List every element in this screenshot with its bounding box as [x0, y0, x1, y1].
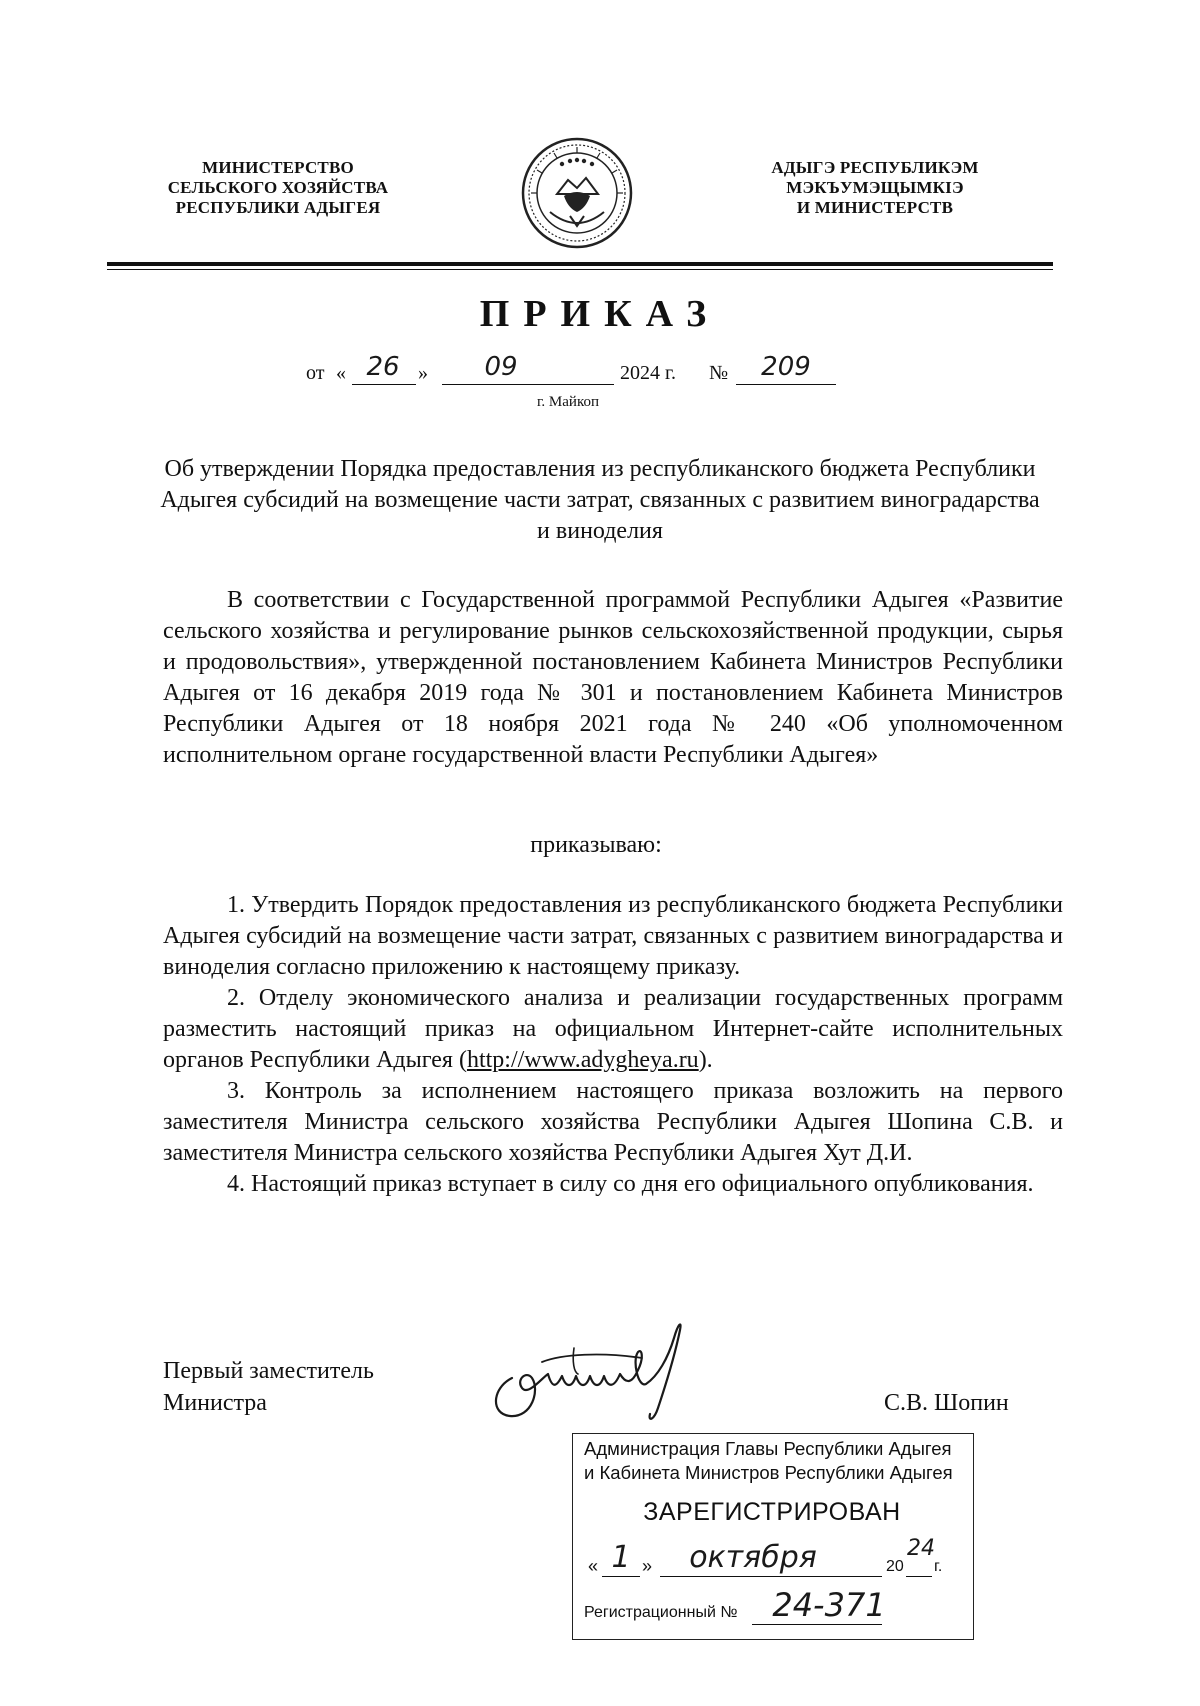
header-divider-thin: [107, 269, 1053, 270]
order-item-2: [163, 983, 1063, 1076]
org-right-line: МЭКЪУМЭЩЫМКIЭ: [786, 178, 964, 197]
stamp-year-handwritten: 24: [907, 1536, 935, 1561]
date-month-handwritten: 09: [484, 352, 518, 382]
date-quote-open: «: [336, 362, 346, 384]
org-left-line: МИНИСТЕРСТВО: [202, 158, 354, 177]
stamp-number-row: [584, 1586, 974, 1632]
handwritten-signature: [482, 1318, 722, 1430]
signatory-name: С.В. Шопин: [884, 1390, 1009, 1416]
website-link[interactable]: http://www.adygheya.ru: [466, 1047, 699, 1073]
signatory-position: [163, 1355, 374, 1419]
stamp-quote-open: «: [588, 1556, 599, 1576]
date-month-underline: [442, 384, 614, 385]
preamble-paragraph: В соответствии с Государственной программой Республики Адыгея «Развитие сельского хозяйства и регулирование рынков сельскохозяйственной продукции, сырья и продовольствия», утвержденной постановлением Кабинета Министров Республики Адыгея от 16 декабря 2019 года № 301 и постановлением Кабинета Министров Республики Адыгея от 18 ноября 2021 года № 240 «Об уполномоченном исполнительном органе государственной власти Республики Адыгея»: [163, 587, 1063, 768]
order-number-handwritten: 209: [761, 352, 811, 382]
date-year-label: 2024 г.: [620, 362, 676, 384]
date-from-label: от: [306, 362, 325, 384]
stamp-year-underline: [906, 1576, 932, 1577]
signatory-position-line1: Первый заместитель: [163, 1358, 374, 1384]
stamp-authority-line1: Администрация Главы Республики Адыгея: [584, 1438, 952, 1459]
stamp-date-row: [584, 1536, 974, 1584]
stamp-month-handwritten: октября: [689, 1540, 817, 1575]
org-left-line: РЕСПУБЛИКИ АДЫГЕЯ: [175, 198, 381, 217]
org-left-line: СЕЛЬСКОГО ХОЗЯЙСТВА: [167, 178, 389, 197]
adygea-coat-of-arms-icon: [520, 136, 634, 250]
order-subject: Об утверждении Порядка предоставления из республиканского бюджета Республики Адыгея субсидий на возмещение части затрат, связанных с развитием виноградарства и виноделия: [160, 456, 1040, 544]
ministry-name-russian: [128, 158, 428, 218]
order-items: [163, 890, 1063, 1200]
order-item-2-end: ).: [698, 1047, 713, 1073]
order-number-label: №: [709, 362, 729, 384]
ministry-name-adyghe: [730, 158, 1020, 218]
date-day-handwritten: 26: [366, 352, 400, 382]
stamp-reg-number-handwritten: 24-371: [772, 1586, 886, 1624]
order-item-1: 1. Утвердить Порядок предоставления из республиканского бюджета Республики Адыгея субсидий на возмещение части затрат, связанных с развитием виноградарства и виноделия согласно приложению к настоящему приказу.: [163, 892, 1063, 980]
stamp-authority-line2: и Кабинета Министров Республики Адыгея: [584, 1462, 953, 1483]
order-title: ПРИКАЗ: [479, 293, 721, 335]
stamp-reg-number-label: Регистрационный №: [584, 1604, 738, 1621]
city-label: г. Майкоп: [536, 394, 600, 410]
org-right-line: И МИНИСТЕРСТВ: [796, 198, 954, 217]
stamp-quote-close: »: [642, 1556, 653, 1576]
stamp-month-underline: [660, 1576, 882, 1577]
org-right-line: АДЫГЭ РЕСПУБЛИКЭМ: [771, 158, 979, 177]
date-day-underline: [352, 384, 416, 385]
stamp-day-underline: [602, 1576, 640, 1577]
stamp-reg-number-underline: [752, 1624, 882, 1625]
stamp-century: 20: [886, 1558, 904, 1575]
order-item-4: 4. Настоящий приказ вступает в силу со дня его официального опубликования.: [227, 1171, 1034, 1197]
order-number-underline: [736, 384, 836, 385]
header-divider-thick: [107, 262, 1053, 266]
date-quote-close: »: [418, 362, 428, 384]
order-item-3: 3. Контроль за исполнением настоящего приказа возложить на первого заместителя Министра сельского хозяйства Республики Адыгея Шопина С.В. и заместителя Министра сельского хозяйства Республики Адыгея Хут Д.И.: [163, 1078, 1063, 1166]
stamp-day-handwritten: 1: [611, 1540, 631, 1575]
order-item-2-text: 2. Отделу экономического анализа и реализации государственных программ разместить настоящий приказ на официальном Интернет-сайте исполнительных органов Республики Адыгея (: [163, 985, 1063, 1073]
decree-word: приказываю:: [530, 832, 662, 858]
stamp-registered-label: ЗАРЕГИСТРИРОВАН: [643, 1498, 901, 1526]
signatory-position-line2: Министра: [163, 1390, 267, 1416]
stamp-year-suffix: г.: [934, 1558, 943, 1575]
